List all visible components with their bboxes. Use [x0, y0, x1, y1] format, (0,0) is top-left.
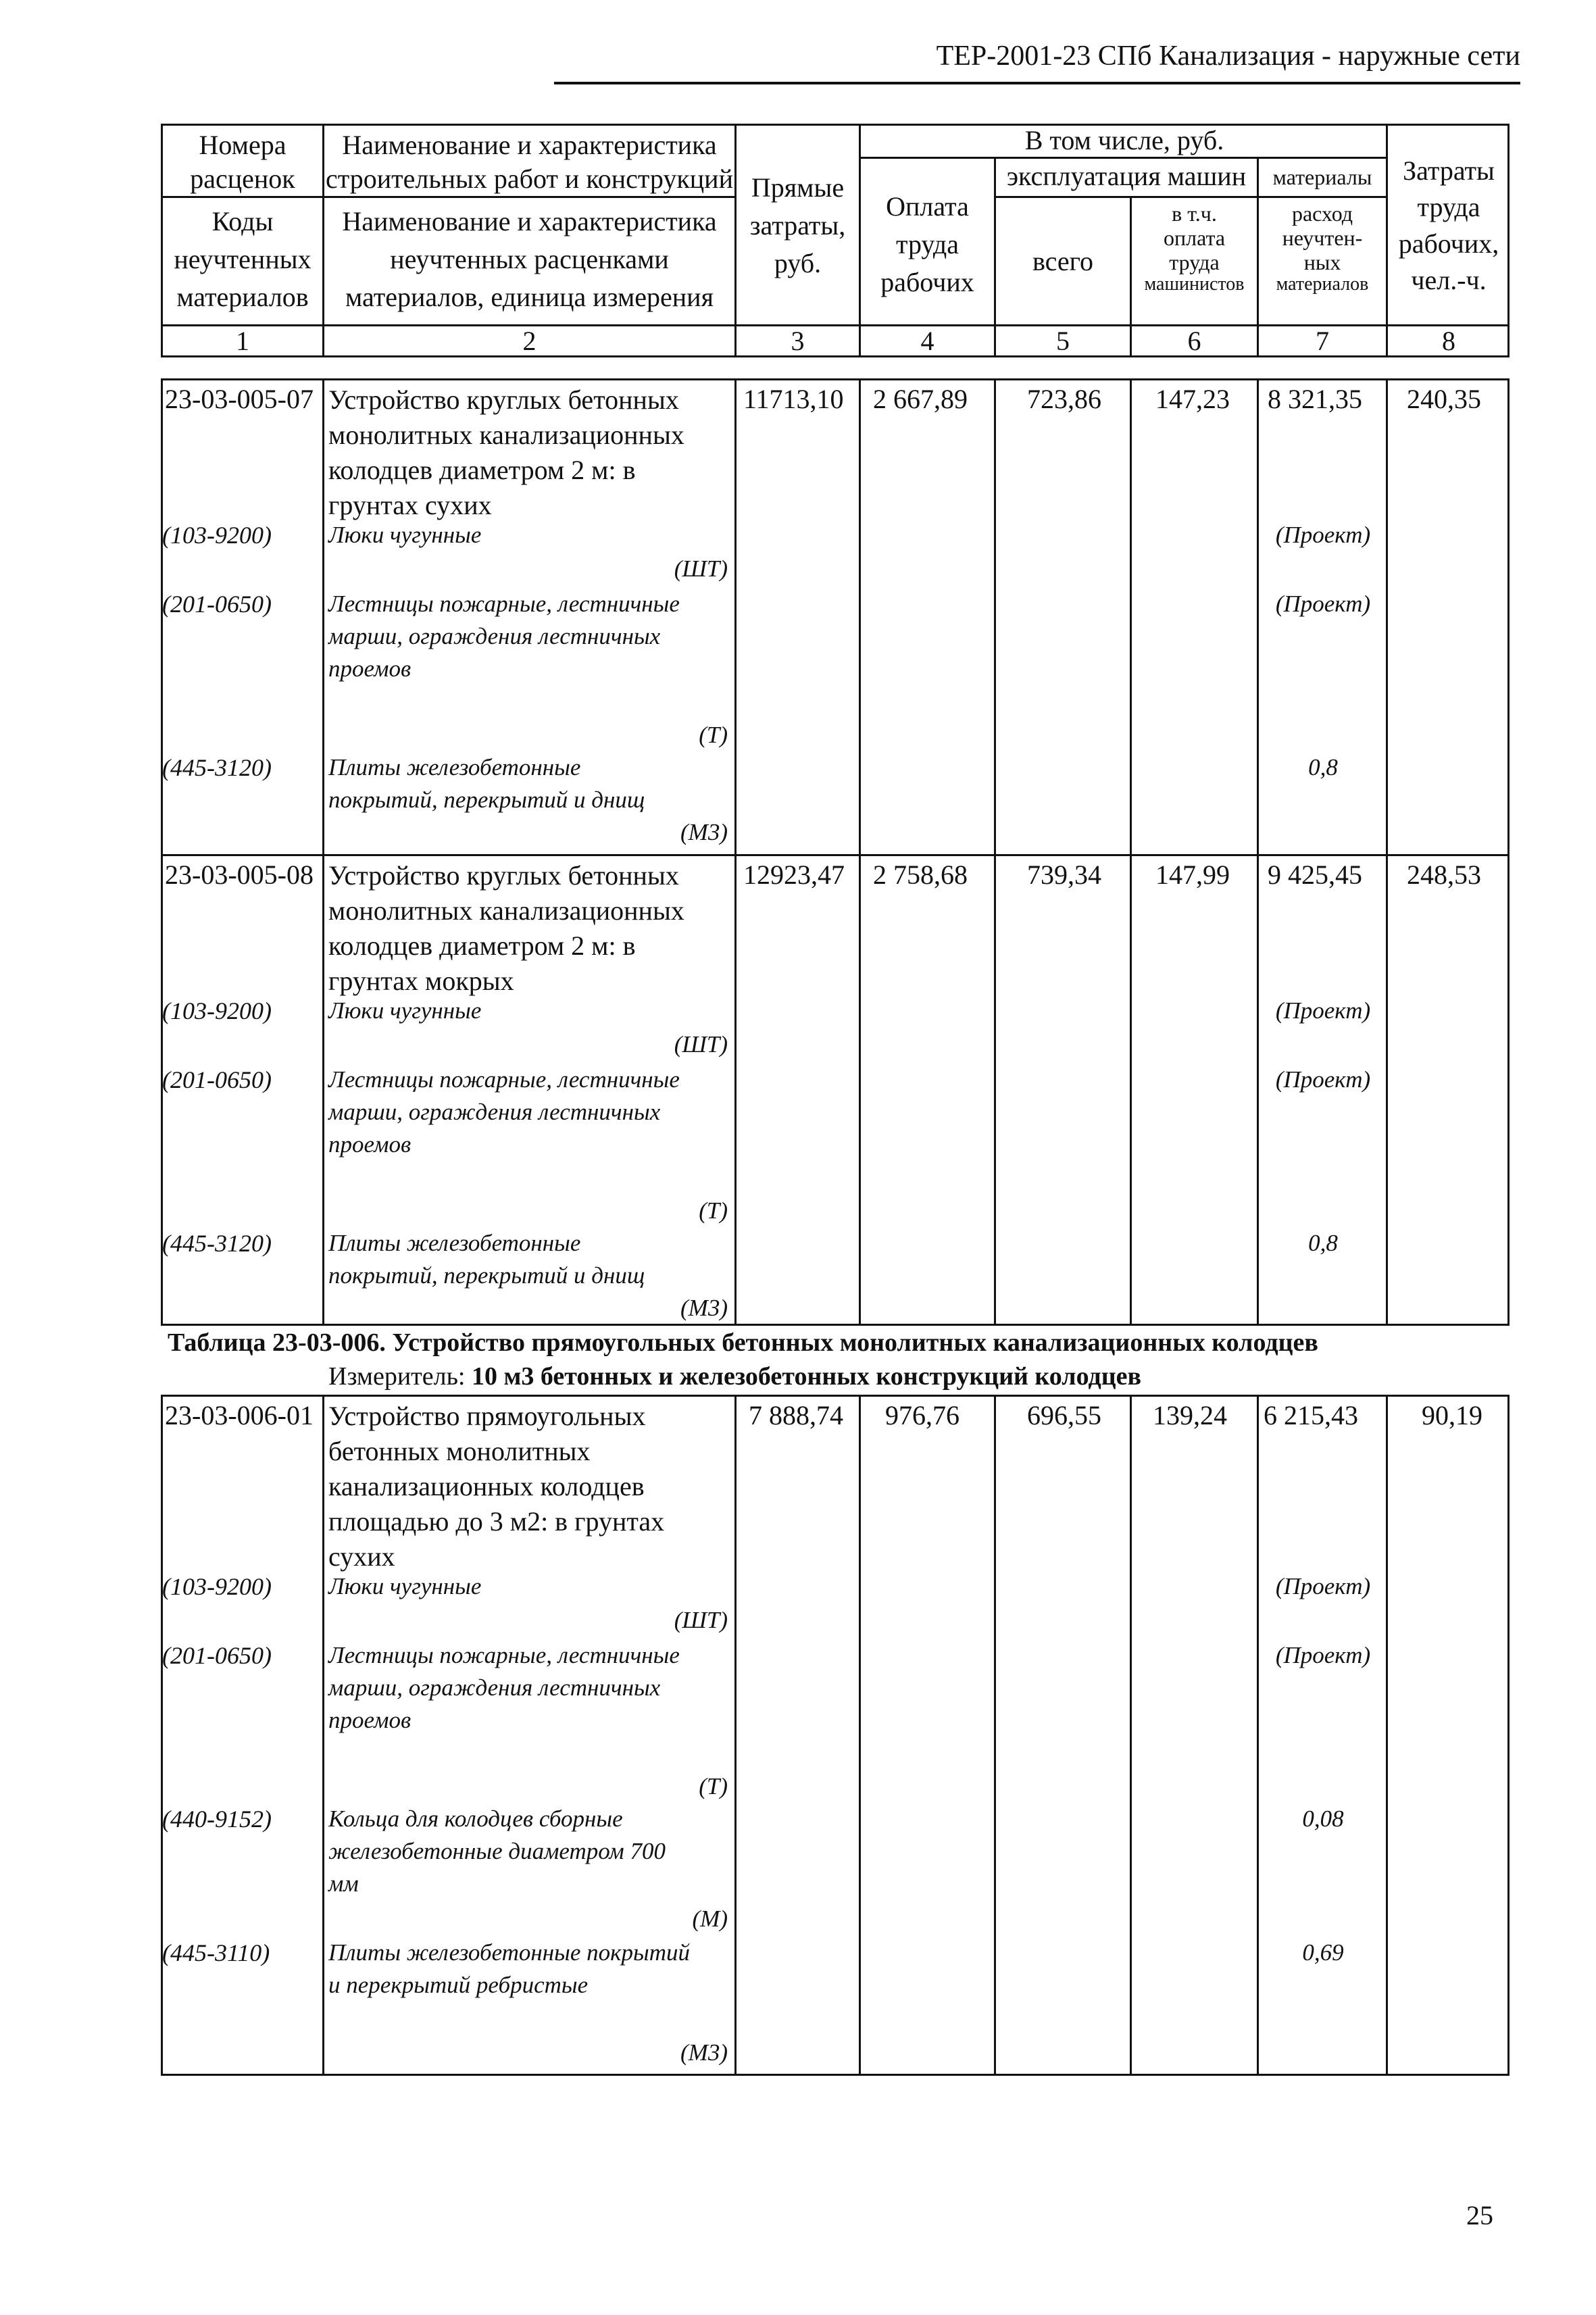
work-name: Устройство круглых бетонных монолитных канализационных колодцев диаметром 2 м: в грунтах сухих [328, 384, 684, 520]
material-name: Лестницы пожарные, лестничные марши, ограждения лестничных проемов [328, 1642, 680, 1733]
table-meter: Измеритель: 10 м3 бетонных и железобетонных конструкций колодцев [328, 1362, 1142, 1391]
rate-code: 23-03-005-08 [165, 860, 314, 890]
rate-code: 23-03-006-01 [165, 1400, 314, 1430]
material-code: (445-3120) [162, 1230, 272, 1257]
labor-pay: 2 667,89 [873, 384, 968, 414]
rate-code: 23-03-005-07 [165, 384, 314, 414]
material-qty: 0,08 [1302, 1806, 1344, 1832]
direct-costs: 12923,47 [743, 860, 845, 890]
material-qty: 0,8 [1308, 1230, 1338, 1256]
material-code: (440-9152) [162, 1806, 272, 1833]
material-qty: 0,8 [1308, 754, 1338, 780]
header-col3: Прямые затраты, руб. [749, 172, 846, 278]
material-name: Лестницы пожарные, лестничные марши, ограждения лестничных проемов [328, 1066, 680, 1158]
material-code: (103-9200) [162, 522, 272, 549]
machinists-pay: 139,24 [1153, 1400, 1227, 1430]
material-code: (103-9200) [162, 1573, 272, 1600]
materials-cost: 8 321,35 [1268, 384, 1362, 414]
header-col4: Оплата труда рабочих [880, 191, 974, 297]
table-title: Таблица 23-03-006. Устройство прямоугольных бетонных монолитных канализационных колодцев [168, 1328, 1318, 1357]
labor-hours: 240,35 [1407, 384, 1481, 414]
material-name: Плиты железобетонные покрытий и перекрытий ребристые [328, 1939, 690, 1998]
material-unit: (М3) [680, 2039, 728, 2066]
labor-hours: 248,53 [1407, 860, 1481, 890]
material-code: (445-3120) [162, 754, 272, 781]
material-qty: (Проект) [1275, 1066, 1371, 1093]
header-materials: материалы [1272, 165, 1372, 189]
labor-pay: 2 758,68 [873, 860, 968, 890]
col-number-5: 5 [1056, 326, 1070, 356]
col-number-1: 1 [236, 326, 249, 356]
material-name: Люки чугунные [328, 997, 482, 1024]
header-col6: в т.ч. оплата труда машинистов [1144, 201, 1245, 295]
material-code: (103-9200) [162, 997, 272, 1024]
col-number-6: 6 [1187, 326, 1201, 356]
col-number-8: 8 [1442, 326, 1455, 356]
materials-cost: 9 425,45 [1268, 860, 1362, 890]
work-name: Устройство круглых бетонных монолитных канализационных колодцев диаметром 2 м: в грунтах мокрых [328, 860, 684, 996]
header-col8: Затраты труда рабочих, чел.-ч. [1398, 155, 1499, 295]
material-name: Кольца для колодцев сборные железобетонные диаметром 700 мм [328, 1806, 666, 1897]
material-unit: (ШТ) [674, 555, 728, 582]
machines-total: 723,86 [1027, 384, 1101, 414]
header-col1-top: Номера расценок [190, 130, 295, 194]
page-number: 25 [1466, 2200, 1493, 2231]
material-unit: (Т) [699, 1773, 728, 1799]
direct-costs: 7 888,74 [749, 1400, 843, 1430]
col-number-4: 4 [920, 326, 934, 356]
material-unit: (М3) [680, 819, 728, 845]
header-col7: расход неучтен- ных материалов [1276, 201, 1369, 295]
materials-cost: 6 215,43 [1264, 1400, 1358, 1430]
machinists-pay: 147,99 [1155, 860, 1230, 890]
header-group: В том числе, руб. [1024, 125, 1224, 155]
col-number-2: 2 [522, 326, 537, 356]
labor-hours: 90,19 [1422, 1400, 1482, 1430]
material-name: Лестницы пожарные, лестничные марши, ограждения лестничных проемов [328, 591, 680, 682]
material-unit: (Т) [699, 722, 728, 748]
page-header [554, 37, 1520, 84]
material-name: Плиты железобетонные покрытий, перекрытий и днищ [328, 754, 645, 813]
header-col5: всего [1032, 246, 1094, 276]
material-qty: 0,69 [1302, 1939, 1344, 1966]
labor-pay: 976,76 [885, 1400, 959, 1430]
material-qty: (Проект) [1275, 1642, 1371, 1668]
material-unit: (ШТ) [674, 1607, 728, 1633]
header-col2-top: Наименование и характеристика строительных работ и конструкций [326, 130, 733, 194]
material-name: Люки чугунные [328, 522, 482, 548]
work-name: Устройство прямоугольных бетонных монолитных канализационных колодцев площадью до 3 м2: в грунтах сухих [328, 1401, 665, 1572]
direct-costs: 11713,10 [743, 384, 844, 414]
machinists-pay: 147,23 [1155, 384, 1230, 414]
material-unit: (М3) [680, 1295, 728, 1321]
material-qty: (Проект) [1275, 522, 1371, 548]
material-qty: (Проект) [1275, 997, 1371, 1024]
header-machines: эксплуатация машин [1006, 161, 1247, 191]
material-code: (445-3110) [162, 1939, 270, 1966]
document-title: ТЕР-2001-23 СПб Канализация - наружные сети [936, 41, 1520, 72]
material-unit: (Т) [699, 1197, 728, 1224]
header-col2-bottom: Наименование и характеристика неучтенных расценками материалов, единица измерения [342, 206, 717, 312]
col-number-3: 3 [791, 326, 805, 356]
material-qty: (Проект) [1275, 1573, 1371, 1599]
machines-total: 739,34 [1027, 860, 1101, 890]
material-code: (201-0650) [162, 1066, 272, 1093]
material-name: Плиты железобетонные покрытий, перекрытий и днищ [328, 1230, 645, 1289]
material-code: (201-0650) [162, 591, 272, 618]
col-number-7: 7 [1316, 326, 1329, 356]
material-qty: (Проект) [1275, 591, 1371, 617]
material-unit: (М) [692, 1906, 728, 1932]
material-code: (201-0650) [162, 1642, 272, 1669]
material-unit: (ШТ) [674, 1031, 728, 1057]
material-name: Люки чугунные [328, 1573, 482, 1599]
header-col1-bottom: Коды неучтенных материалов [174, 206, 311, 312]
machines-total: 696,55 [1027, 1400, 1101, 1430]
